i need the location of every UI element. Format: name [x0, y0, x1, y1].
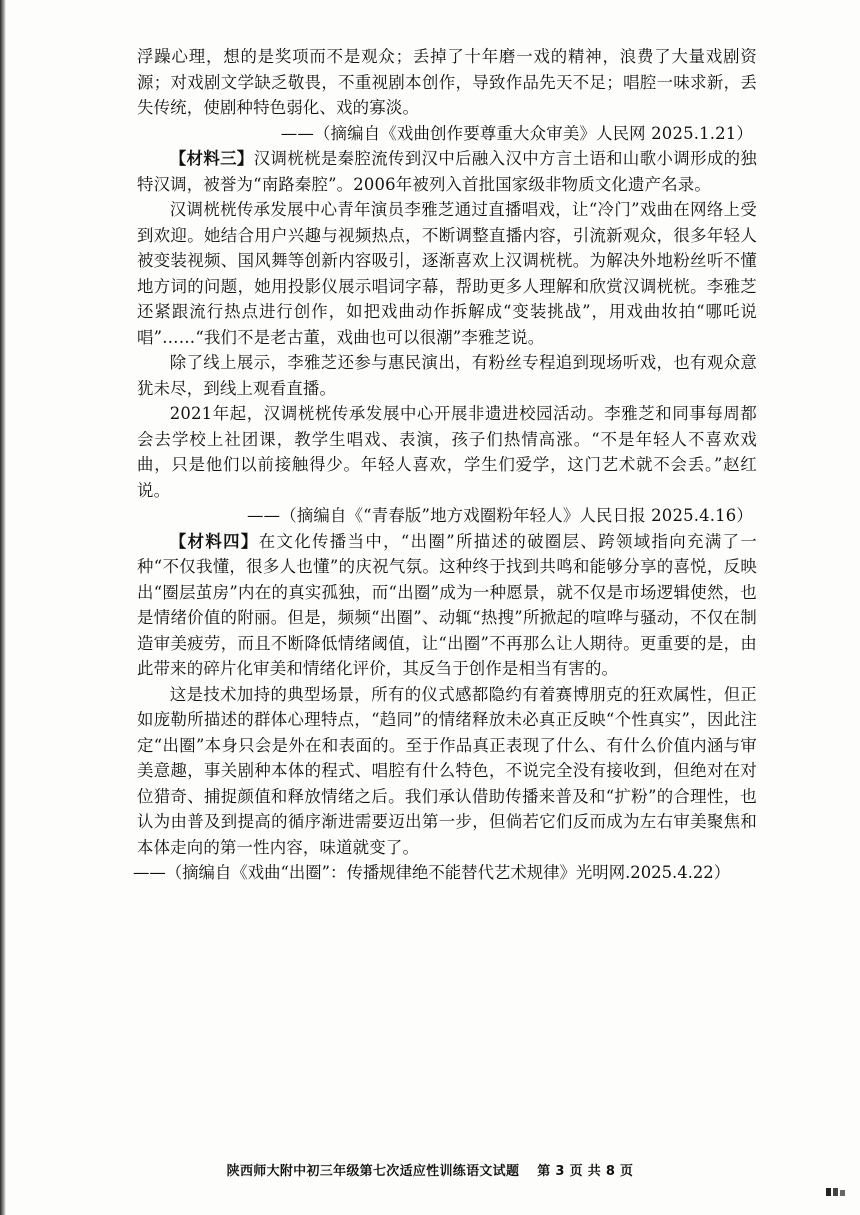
scan-edge-shadow [0, 0, 6, 1215]
material-4-label: 【材料四】 [169, 531, 259, 551]
material-3-paragraph: 汉调桄桄传承发展中心青年演员李雅芝通过直播唱戏，让“冷门”戏曲在网络上受到欢迎。她结合用户兴趣与视频热点，不断调整直播内容，引流新观众，很多年轻人被变装视频、国风舞等创新内容吸引，逐渐喜欢上汉调桄桄。为解决外地粉丝听不懂地方词的问题，她用投影仪展示唱词字幕，帮助更多人理解和欣赏汉调桄桄。李雅芝还紧跟流行热点进行创作，如把戏曲动作拆解成“变装挑战”，用戏曲妆拍“哪吒说唱”……“我们不是老古董，戏曲也可以很潮”李雅芝说。 [137, 200, 757, 347]
page-number: 第 3 页 共 8 页 [537, 1164, 634, 1179]
material-4-paragraph: 这是技术加持的典型场景，所有的仪式感都隐约有着赛博朋克的狂欢属性，但正如庞勒所描述的群体心理特点，“趋同”的情绪释放未必真正反映“个性真实”，因此注定“出圈”本身只会是外在和表面的。至于作品真正表现了什么、有什么价值内涵与审美意趣，事关剧种本体的程式、唱腔有什么特色，不说完全没有接收到，但绝对在对位猎奇、捕捉颜值和释放情绪之后。我们承认借助传播来普及和“扩粉”的合理性，也认为由普及到提高的循序渐进需要迈出第一步，但倘若它们反而成为左右审美聚焦和本体走向的第一性内容，味道就变了。 [137, 684, 757, 857]
material-3-intro: 汉调桄桄是秦腔流传到汉中后融入汉中方言土语和山歌小调形成的独特汉调，被誉为“南路秦腔”。2006年被列入首批国家级非物质文化遗产名录。 [137, 149, 758, 194]
exam-title: 陕西师大附中初三年级第七次适应性训练语文试题 [226, 1164, 520, 1179]
material-4-intro: 在文化传播当中，“出圈”所描述的破圈层、跨领域指向充满了一种“不仅我懂，很多人也懂”的庆祝气氛。这种终于找到共鸣和能够分享的喜悦，反映出“圈层茧房”内在的真实孤独，而“出圈”成为一种愿景，就不仅是市场逻辑使然，也是情绪价值的附丽。但是，频频“出圈”、动辄“热搜”所掀起的喧哗与骚动，不仅在制造审美疲劳，而且不断降低情绪阈值，让“出圈”不再那么让人期待。更重要的是，由此带来的碎片化审美和情绪化评价，其反刍于创作是相当有害的。 [137, 531, 758, 678]
material-3-source: ——（摘编自《“青春版”地方戏圈粉年轻人》人民日报 2025.4.16） [247, 506, 753, 525]
material-4-source: ——（摘编自《戏曲“出圈”：传播规律绝不能替代艺术规律》光明网.2025.4.22） [133, 863, 731, 882]
article-body [133, 44, 758, 886]
scanner-logo-icon [826, 1187, 846, 1197]
material-3-label: 【材料三】 [169, 149, 254, 168]
material-2-source: ——（摘编自《戏曲创作要尊重大众审美》人民网 2025.1.21） [280, 123, 753, 143]
material-3-paragraph: 除了线上展示，李雅芝还参与惠民演出，有粉丝专程追到现场听戏，也有观众意犹未尽，到线上观看直播。 [137, 353, 757, 398]
material-2-tail-text: 浮躁心理，想的是奖项而不是观众；丢掉了十年磨一戏的精神，浪费了大量戏剧资源；对戏剧文学缺乏敬畏，不重视剧本创作，导致作品先天不足；唱腔一味求新，丢失传统，使剧种特色弱化、戏的寡淡。 [137, 47, 757, 117]
material-3-intro-paragraph [137, 146, 757, 197]
material-3-paragraph: 2021年起，汉调桄桄传承发展中心开展非遗进校园活动。李雅芝和同事每周都会去学校上社团课，教学生唱戏、表演，孩子们热情高涨。“不是年轻人不喜欢戏曲，只是他们以前接触得少。年轻人喜欢，学生们爱学，这门艺术就不会丢。”赵红说。 [137, 404, 757, 500]
material-4-intro-paragraph [137, 529, 757, 682]
page-footer [0, 1160, 860, 1179]
